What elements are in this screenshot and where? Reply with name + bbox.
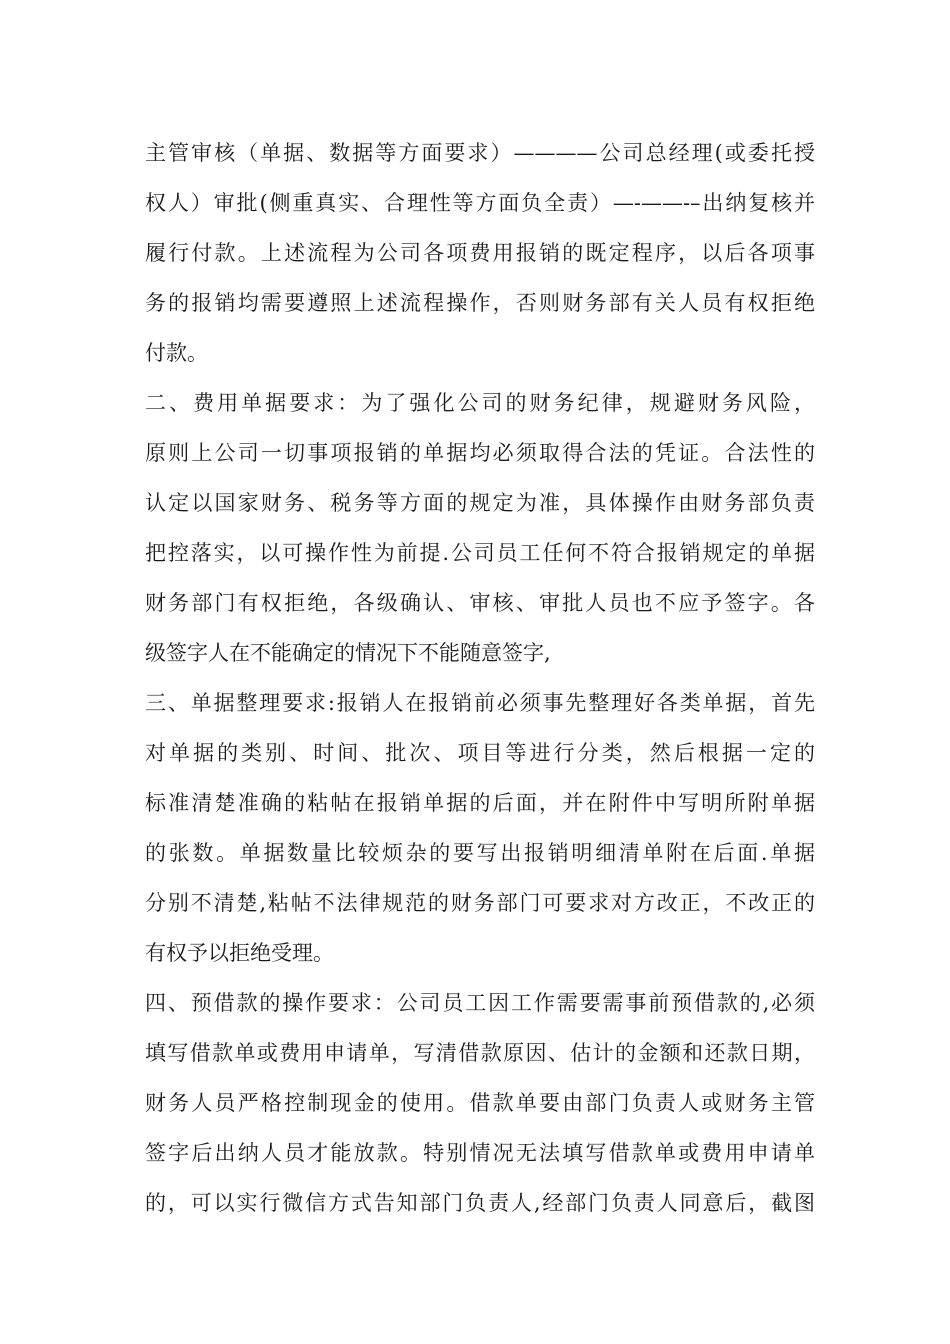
text-line: 的张数。单据数量比较烦杂的要写出报销明细清单附在后面.单据 [145,841,815,865]
text-line: 原则上公司一切事项报销的单据均必须取得合法的凭证。合法性的 [145,441,815,465]
text-line: 有权予以拒绝受理。 [145,941,334,965]
text-line: 签字后出纳人员才能放款。特别情况无法填写借款单或费用申请单 [145,1141,815,1165]
text-line: 填写借款单或费用申请单，写清借款原因、估计的金额和还款日期， [145,1041,815,1065]
text-line: 四、预借款的操作要求：公司员工因工作需要需事前预借款的,必须 [145,991,815,1015]
text-line: 主管审核（单据、数据等方面要求）————公司总经理(或委托授 [145,141,815,165]
text-line: 付款。 [145,341,208,365]
text-line: 认定以国家财务、税务等方面的规定为准，具体操作由财务部负责 [145,491,815,515]
body-text [145,128,815,1228]
text-line: 标准清楚准确的粘帖在报销单据的后面，并在附件中写明所附单据 [145,791,815,815]
text-line: 三、单据整理要求:报销人在报销前必须事先整理好各类单据，首先 [145,691,815,715]
text-line: 务的报销均需要遵照上述流程操作，否则财务部有关人员有权拒绝 [145,291,815,315]
text-line: 对单据的类别、时间、批次、项目等进行分类，然后根据一定的 [145,741,815,765]
text-line: 履行付款。上述流程为公司各项费用报销的既定程序，以后各项事 [145,241,815,265]
text-line: 财务人员严格控制现金的使用。借款单要由部门负责人或财务主管 [145,1091,815,1115]
text-line: 财务部门有权拒绝，各级确认、审核、审批人员也不应予签字。各 [145,591,815,615]
text-line: 二、费用单据要求：为了强化公司的财务纪律，规避财务风险， [145,391,815,415]
text-line: 的，可以实行微信方式告知部门负责人,经部门负责人同意后，截图 [145,1191,815,1215]
text-line: 权人）审批(侧重真实、合理性等方面负全责）—-——-–出纳复核并 [145,191,815,215]
text-line: 分别不清楚,粘帖不法律规范的财务部门可要求对方改正，不改正的 [145,891,815,915]
text-line: 级签字人在不能确定的情况下不能随意签字, [145,641,551,665]
text-line: 把控落实，以可操作性为前提.公司员工任何不符合报销规定的单据 [145,541,815,565]
